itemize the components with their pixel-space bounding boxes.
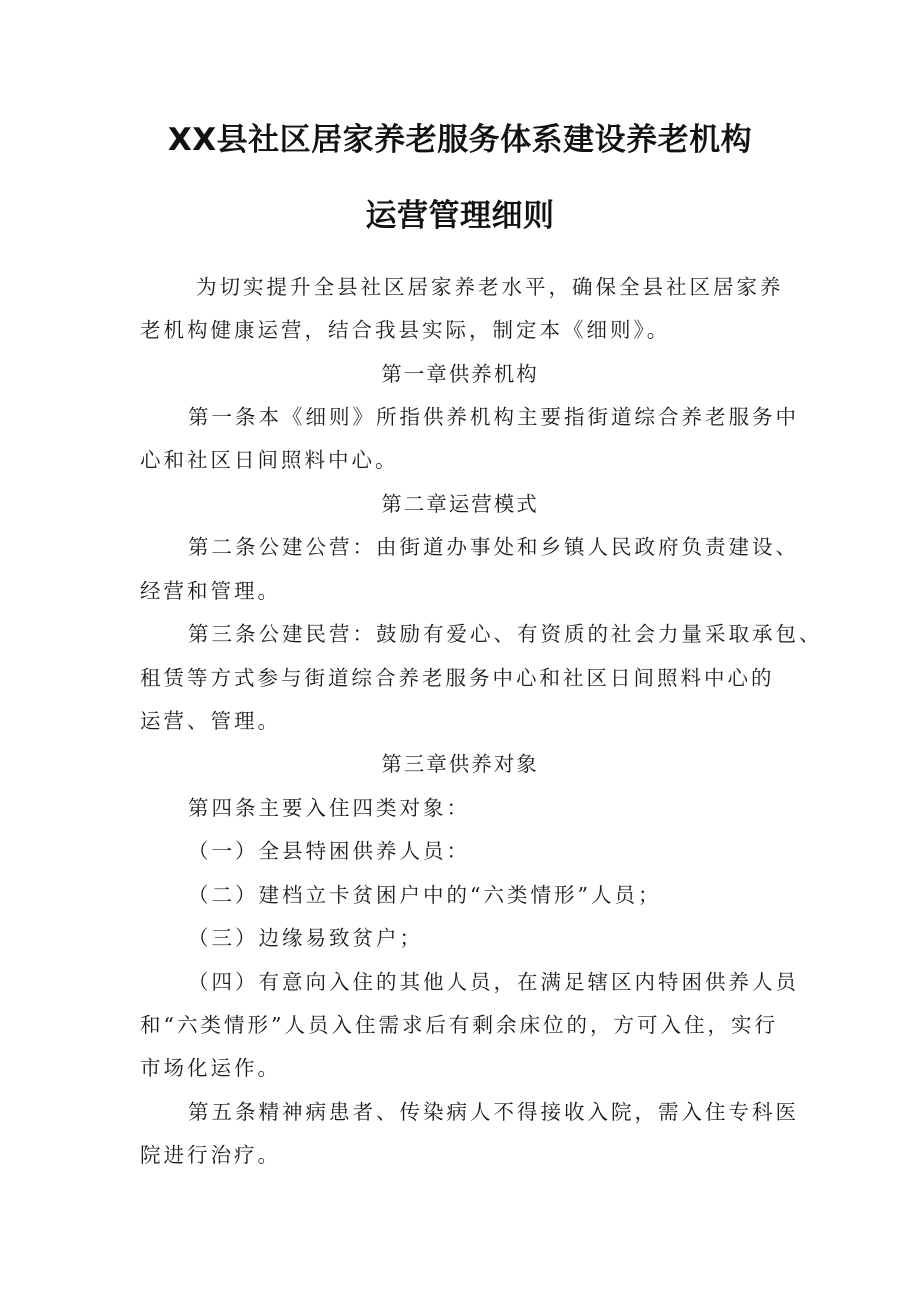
article-3-line-1: 第三条公建民营：鼓励有爱心、有资质的社会力量采取承包、 [188, 622, 823, 646]
article-4-item-4-line-1: （四）有意向入住的其他人员，在满足辖区内特困供养人员 [188, 970, 799, 994]
chapter-2-heading: 第二章运营模式 [381, 492, 539, 516]
article-4-item-2: （二）建档立卡贫困户中的“六类情形”人员； [188, 883, 662, 907]
article-3-line-3: 运营、管理。 [140, 709, 281, 733]
article-4-item-1: （一）全县特困供养人员： [188, 839, 470, 863]
article-5-line-2: 院进行治疗。 [140, 1143, 281, 1167]
article-2-line-2: 经营和管理。 [140, 579, 281, 603]
article-5-line-1: 第五条精神病患者、传染病人不得接收入院，需入住专科医 [188, 1100, 799, 1124]
article-3-line-2: 租赁等方式参与街道综合养老服务中心和社区日间照料中心的 [140, 666, 775, 690]
document-title-line-2: 运营管理细则 [365, 198, 555, 234]
chapter-3-heading: 第三章供养对象 [381, 752, 539, 776]
intro-line-2: 老机构健康运营，结合我县实际，制定本《细则》。 [140, 318, 671, 342]
article-2-line-1: 第二条公建公营：由街道办事处和乡镇人民政府负责建设、 [188, 535, 799, 559]
article-4-item-4-line-3: 市场化运作。 [140, 1056, 281, 1080]
document-title-line-1: XX县社区居家养老服务体系建设养老机构 [167, 122, 753, 158]
article-4-item-4-line-2: 和“六类情形”人员入住需求后有剩余床位的，方可入住，实行 [140, 1013, 778, 1037]
article-1-line-1: 第一条本《细则》所指供养机构主要指街道综合养老服务中 [188, 405, 799, 429]
intro-line-1: 为切实提升全县社区居家养老水平，确保全县社区居家养 [196, 275, 784, 299]
article-4-item-3: （三）边缘易致贫户； [188, 926, 423, 950]
article-4-intro: 第四条主要入住四类对象： [188, 796, 470, 820]
chapter-1-heading: 第一章供养机构 [381, 362, 539, 386]
article-1-line-2: 心和社区日间照料中心。 [140, 448, 399, 472]
